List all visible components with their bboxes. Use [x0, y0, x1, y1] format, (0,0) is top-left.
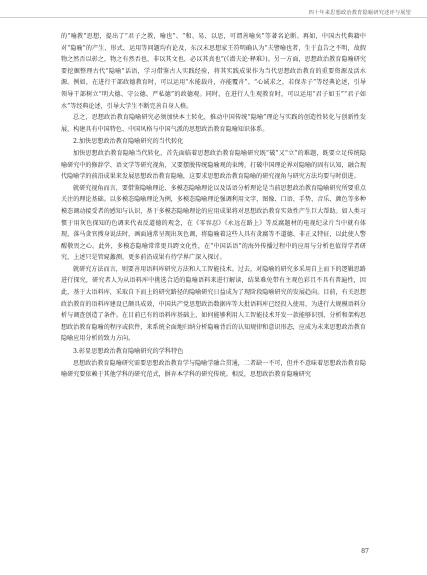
page-number: 87 [361, 548, 369, 555]
paragraph-modern-transformation: 加快思想政治教育隐喻当代转化，首先面临着思想政治教育隐喻研究既“破”又“立”的难题，既要立足传统隐喻研究中的修辞学、语文学等研究视角，又要摆脱传统隐喻观的束缚，打破中国理论界对隐喻的固有认知，融合现代隐喻学的前沿成果来发展思想政治教育隐喻，这要求思想政治教育隐喻的研究视角与研究方法均要与时俱进。 [61, 149, 366, 181]
article-body [61, 31, 366, 381]
section-heading-modern-transformation: 2.加快思想政治教育隐喻研究的当代转化 [73, 138, 184, 146]
paragraph-research-perspective: 就研究视角而言，要借鉴隐喻理论、多模态隐喻理论以及话语分析理论是当前思想政治教育隐喻研究所要重点关注的理论基础。以多模态隐喻理论为例，多模态隐喻理论强调利用文字、图像、口语、手势、音乐、颜色等多种模态调动接受者的感知与认识，基于多模态隐喻理论的应用成果将对思想政治教育实效性产生巨大帮助。如人类习惯于用灰色探知的色调来代表反道德的观念，在《零容忍》《永远在路上》等反腐题材的电视纪录片当中就有体现，落马贪官搜身说法时，画面通常呈现出灰色调，将隐喻着这些人具有贪腐等不道德、非正义特征，以此使人警醒敬畏之心。此外，多模态隐喻常常更具跨文化性，在“中国话语”的海外传播过程中的应用与分析也值得学者研究，上述只是管窥蠡测，更多前沿成果有待学界广深入探讨。 [61, 184, 366, 262]
header-divider [0, 17, 427, 18]
paragraph-research-method: 就研究方法而言，则要善用语料库研究方法和人工智能技术。过去，对隐喻的研究多采用自上而下的逻辑思路进行探究，研究者人为从语料库中挑选合适的隐喻语料来进行解读，结果难免带有主观色彩且不具有普遍性，因此，基于大语料库，采取自下而上的研究路径的隐喻研究日益成为了现阶段隐喻研究的发展趋向。目前，有关思想政治教育的语料库建设已颇具成效，中国共产党思想政治数据库等大批语料库已经投入使用，为进行大规模语料分析与调查创造了条件。在目前已有的语料库基础上，如何能够利用人工智能技术开发一款能够识别、分析和架构思想政治教育隐喻的程序或软件，来系统全面地归纳分析隐喻背后的认知规律和意识形态，应成为未来思想政治教育隐喻应用分析的致力方向。 [61, 265, 366, 343]
section-heading-discipline: 3.彰显思想政治教育隐喻研究的学科特色 [73, 348, 184, 356]
paragraph-discipline: 思想政治教育隐喻研究需要思想政治教育学与隐喻学融合贯通，二者缺一不可，但并不意味着思想政治教育隐喻研究要依赖于其他学科的研究范式，摒弃本学科的研究传统。相反，思想政治教育隐喻研究 [61, 359, 366, 379]
running-header: 四十年来思想政治教育隐喻研究述评与展望 [308, 10, 411, 16]
paragraph-summary: 总之，思想政治教育隐喻研究必须加快本土转化，推动中国传统“隐喻”理论与实践的创造性转化与创新性发展，构建具有中国特色、中国风格与中国气派的思想政治教育隐喻知识体系。 [61, 114, 366, 133]
paragraph-ancient-metaphor: 的“喻教”思想，提出了“君子之教，喻也”、“和、易、以思，可谓善喻矣”等著名论断。再如，中国古代典籍中对“隐喻”的产生、形式、运用等问题均有论及，东汉末思想家王符明确认为“夫譬喻也者，生于直告之不明，故假物之然否以彰之，物之有然否也，非以其文也，必以其真也”(《潜夫论·释难》)。另一方面，思想政治教育隐喻研究要挖掘整理古代“隐喻”话语，学习借鉴古人实践经验，将其实践成果作为当代思想政治教育的重要资源及活水源。例如，在进行干部政德教育时，可以运用“水能载舟，亦能覆舟”、“心诚求之，若保赤子”等经典论述，引导领导干部树立“明大德、守公德、严私德”的政德观。同时，在进行人生观教育时，可以运用“君子如玉”“君子如水”等经典论述，引导大学生不断完善自身人格。 [61, 33, 366, 110]
